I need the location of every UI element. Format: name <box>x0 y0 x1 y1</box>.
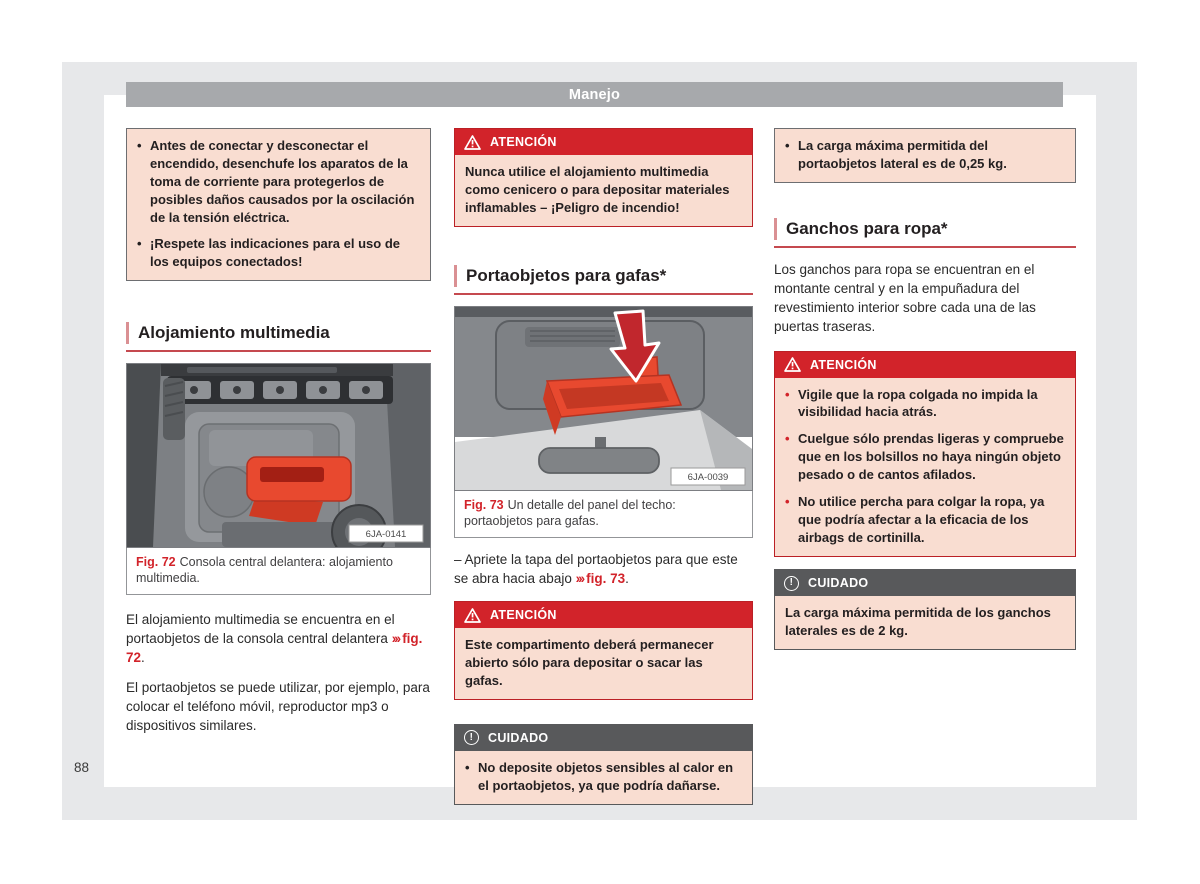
caution-box-body <box>775 596 1075 649</box>
note-box-carga-lateral <box>774 128 1076 183</box>
paragraph-alojamiento <box>126 610 431 667</box>
center-console-illustration <box>127 364 430 547</box>
middle-column <box>454 128 753 805</box>
note-bullet: • Antes de conectar y desconectar el encendido, desenchufe los aparatos de la toma de corriente para protegerlos de posibles daños causados por la oscilación de la tensión eléctrica. <box>137 137 420 227</box>
warning-box-ropa <box>774 351 1076 558</box>
section-title-alojamiento-multimedia: Alojamiento multimedia <box>126 322 431 352</box>
page-header <box>126 82 1063 107</box>
instruction-text: . <box>625 570 629 586</box>
caution-box-carga-ganchos <box>774 569 1076 650</box>
caution-title: CUIDADO <box>808 576 869 590</box>
section-title-portaobjetos-gafas: Portaobjetos para gafas* <box>454 265 753 295</box>
warning-box-body <box>455 155 752 226</box>
warning-title: ATENCIÓN <box>490 135 557 149</box>
left-column <box>126 128 431 736</box>
warning-box-header <box>775 352 1075 378</box>
cross-ref-fig-73: fig. 73 <box>586 570 626 586</box>
figure-73-image <box>454 306 753 491</box>
warning-bullet: • Vigile que la ropa colgada no impida la visibilidad hacia atrás. <box>785 386 1065 422</box>
caution-title: CUIDADO <box>488 730 549 745</box>
caution-text: • No deposite objetos sensibles al calor en el portaobjetos, ya que podría dañarse. <box>465 759 742 795</box>
page-header-title: Manejo <box>568 86 621 103</box>
caution-text: La carga máxima permitida de los ganchos laterales es de 2 kg. <box>785 605 1051 638</box>
warning-box-header <box>455 129 752 155</box>
warning-box-header <box>455 602 752 628</box>
note-bullet: • La carga máxima permitida del portaobjetos lateral es de 0,25 kg. <box>785 137 1065 173</box>
caution-box-header <box>455 725 752 751</box>
manual-page <box>104 86 1096 793</box>
warning-title: ATENCIÓN <box>810 357 877 372</box>
page-number: 88 <box>74 760 90 775</box>
warning-box-multimedia <box>454 128 753 227</box>
caution-circle-icon <box>784 576 799 591</box>
figure-73-code-label: 6JA-0039 <box>687 471 729 483</box>
right-column <box>774 128 1076 650</box>
cross-ref-arrows-icon: ››› <box>391 630 400 646</box>
note-box-power-outlet <box>126 128 431 281</box>
note-bullet: • ¡Respete las indicaciones para el uso de los equipos conectados! <box>137 235 420 271</box>
cross-ref-arrows-icon: ››› <box>575 570 584 586</box>
warning-text: Este compartimento deberá permanecer abierto sólo para depositar o sacar las gafas. <box>465 637 714 688</box>
figure-72-caption-text: Consola central delantera: alojamiento multimedia. <box>136 554 393 586</box>
figure-72-label: Fig. 72 <box>136 554 176 569</box>
figure-72-image <box>126 363 431 548</box>
paragraph-portaobjetos-uso: El portaobjetos se puede utilizar, por ejemplo, para colocar el teléfono móvil, reproductor mp3 o dispositivos similares. <box>126 680 430 734</box>
warning-bullet: • No utilice percha para colgar la ropa, ya que podría afectar a la eficacia de los airbags de cortinilla. <box>785 493 1065 547</box>
warning-title: ATENCIÓN <box>490 608 557 623</box>
caution-box-body <box>455 751 752 804</box>
figure-73-caption <box>454 491 753 538</box>
instruction-step <box>454 550 753 588</box>
caution-box-calor <box>454 724 753 805</box>
paragraph-text: El alojamiento multimedia se encuentra en el portaobjetos de la consola central delantera <box>126 611 395 646</box>
cross-ref-fig-72: fig. 72 <box>126 630 423 665</box>
paragraph-ganchos: Los ganchos para ropa se encuentran en el montante central y en la empuñadura del revestimiento interior sobre cada una de las puertas traseras. <box>774 261 1036 335</box>
warning-bullet: • Cuelgue sólo prendas ligeras y compruebe que en los bolsillos no haya ningún objeto pesado o de cantos afilados. <box>785 430 1065 484</box>
figure-73-label: Fig. 73 <box>464 497 504 512</box>
caution-box-header <box>775 570 1075 596</box>
warning-box-body <box>455 628 752 699</box>
warning-triangle-icon <box>464 608 481 623</box>
paragraph-text: . <box>141 649 145 665</box>
warning-triangle-icon <box>464 135 481 150</box>
instruction-text: – Apriete la tapa del portaobjetos para que este se abra hacia abajo <box>454 551 738 586</box>
caution-circle-icon <box>464 730 479 745</box>
figure-72-caption <box>126 548 431 595</box>
warning-triangle-icon <box>784 357 801 372</box>
figure-72-code-label: 6JA-0141 <box>365 528 407 540</box>
warning-box-compartimento <box>454 601 753 700</box>
section-title-ganchos-ropa: Ganchos para ropa* <box>774 218 1076 248</box>
figure-73-caption-text: Un detalle del panel del techo: portaobjetos para gafas. <box>464 497 676 529</box>
warning-text: Nunca utilice el alojamiento multimedia como cenicero o para depositar materiales inflamables – ¡Peligro de incendio! <box>465 164 730 215</box>
roof-panel-illustration <box>455 307 752 490</box>
warning-box-body <box>775 378 1075 557</box>
